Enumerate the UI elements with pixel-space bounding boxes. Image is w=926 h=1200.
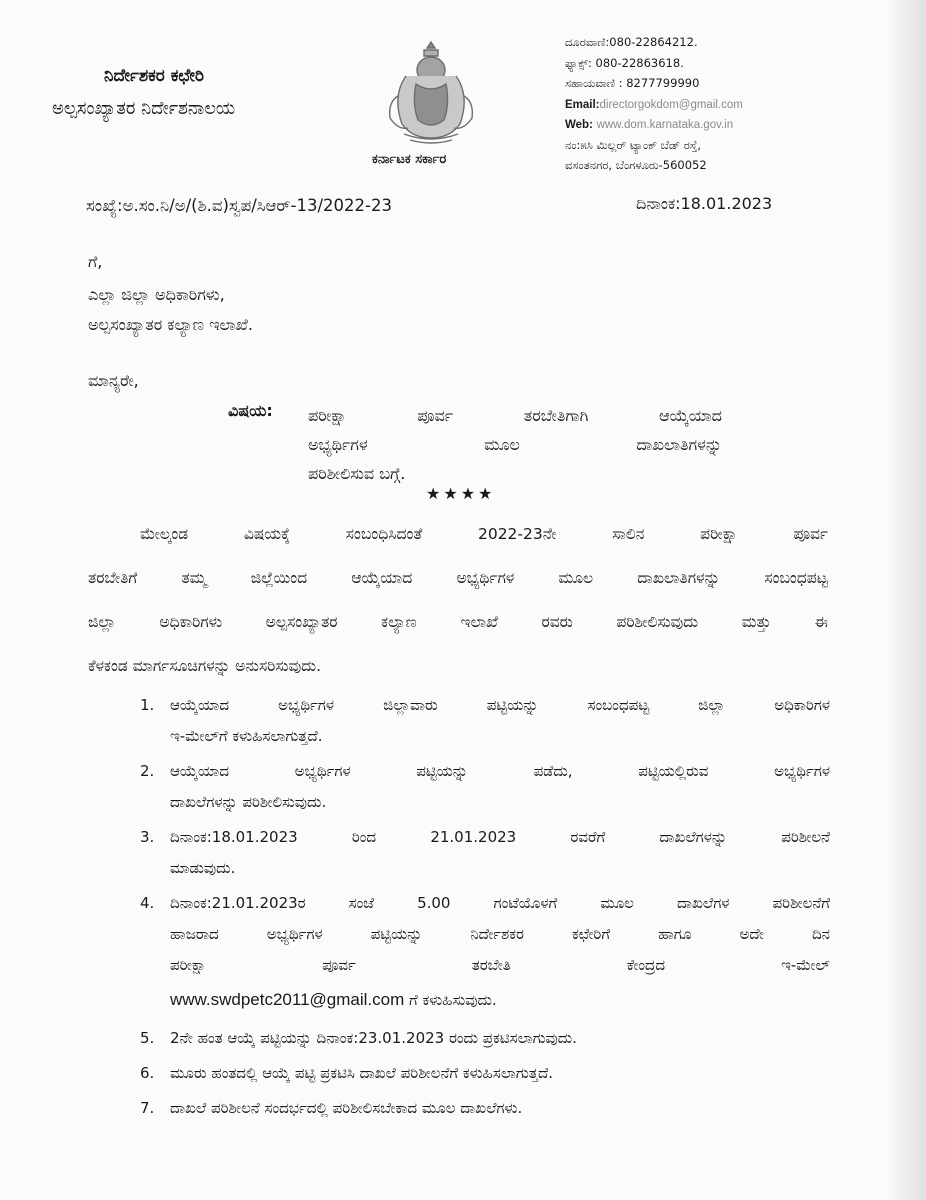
fax-line: ಫ್ಯಾಕ್ಸ್: 080-22863618. [565,55,684,70]
helpline-line: ಸಹಾಯವಾಣಿ : 8277799990 [565,76,700,90]
item-line: ಆಯ್ಕೆಯಾದ ಅಭ್ಯರ್ಥಿಗಳ ಜಿಲ್ಲಾವಾರು ಪಟ್ಟಿಯನ್ನು ಸಂಬಂಧಪಟ್ಟ ಜಿಲ್ಲಾ ಅಧಿಕಾರಿಗಳ [170,696,830,714]
item-number: 5. [140,1029,155,1047]
subject-word: ಆಯ್ಕೆಯಾದ [659,406,722,425]
item-number: 3. [140,828,155,846]
letter-date: ದಿನಾಂಕ:18.01.2023 [636,194,773,213]
email-value: directorgokdom@gmail.com [599,98,743,111]
subject-word: ದಾಖಲಾತಿಗಳನ್ನು [636,435,722,454]
email-line [565,94,743,115]
item-line: 2ನೇ ಹಂತ ಆಯ್ಕೆ ಪಟ್ಟಿಯನ್ನು ದಿನಾಂಕ:23.01.2023 ರಂದು ಪ್ರಕಟಿಸಲಾಗುವುದು. [170,1029,577,1047]
list-item [140,1058,830,1089]
body-paragraph [88,512,828,688]
recipient-line-2: ಅಲ್ಪಸಂಖ್ಯಾತರ ಕಲ್ಯಾಣ ಇಲಾಖೆ. [88,315,253,334]
item-line: ದಿನಾಂಕ:21.01.2023ರ ಸಂಜೆ 5.00 ಗಂಟೆಯೊಳಗೆ ಮೂಲ ದಾಖಲೆಗಳ ಪರಿಶೀಲನೆಗೆ [170,894,830,912]
body-line: ತರಬೇತಿಗೆ ತಮ್ಮ ಜಿಲ್ಲೆಯಿಂದ ಆಯ್ಕೆಯಾದ ಅಭ್ಯರ್ಥಿಗಳ ಮೂಲ ದಾಖಲಾತಿಗಳನ್ನು ಸಂಬಂಧಪಟ್ಟ [88,569,828,587]
email-label: Email: [565,98,600,111]
government-label: ಕರ್ನಾಟಕ ಸರ್ಕಾರ [372,152,447,167]
address-line-1: ನಂ:೫ಸಿ ಮಿಲ್ಲರ್ ಟ್ಯಾಂಕ್ ಬೆಡ್ ರಸ್ತೆ, [565,137,701,152]
item-line: ಆಯ್ಕೆಯಾದ ಅಭ್ಯರ್ಥಿಗಳ ಪಟ್ಟಿಯನ್ನು ಪಡೆದು, ಪಟ್ಟಿಯಲ್ಲಿರುವ ಅಭ್ಯರ್ಥಿಗಳ [170,762,830,780]
subject-word: ಮೂಲ [484,435,520,454]
list-item [140,1093,830,1124]
salutation: ಮಾನ್ಯರೇ, [88,371,139,390]
web-value: www.dom.karnataka.gov.in [596,119,734,131]
item-number: 2. [140,762,155,780]
item-number: 7. [140,1099,155,1117]
subject-word: ಪರಿಶೀಲಿಸುವ ಬಗ್ಗೆ. [308,464,406,483]
body-line: ಜಿಲ್ಲಾ ಅಧಿಕಾರಿಗಳು ಅಲ್ಪಸಂಖ್ಯಾತರ ಕಲ್ಯಾಣ ಇಲಾಖೆ ರವರು ಪರಿಶೀಲಿಸುವುದು ಮತ್ತು ಈ [88,613,828,631]
item-line-suffix: ಗೆ ಕಳುಹಿಸುವುದು. [404,991,497,1009]
item-line: ಪರೀಕ್ಷಾ ಪೂರ್ವ ತರಬೇತಿ ಕೇಂದ್ರದ ಇ-ಮೇಲ್ [170,956,830,974]
list-item [140,1023,830,1054]
web-label: Web: [565,119,593,131]
address-line-2: ವಸಂತನಗರ, ಬೆಂಗಳೂರು-560052 [565,158,707,172]
item-number: 6. [140,1064,155,1082]
subject-word: ಪೂರ್ವ [417,406,454,425]
department-name: ಅಲ್ಪಸಂಖ್ಯಾತರ ನಿರ್ದೇಶನಾಲಯ [52,98,236,119]
recipient-line-1: ಎಲ್ಲಾ ಜಿಲ್ಲಾ ಅಧಿಕಾರಿಗಳು, [88,285,225,304]
instruction-list [140,690,830,1128]
item-line: ದಿನಾಂಕ:18.01.2023 ರಿಂದ 21.01.2023 ರವರೆಗೆ ದಾಖಲೆಗಳನ್ನು ಪರಿಶೀಲನೆ [170,828,830,846]
recipient-to: ಗೆ, [88,252,103,271]
list-item [140,690,830,752]
body-line: ಕೆಳಕಂಡ ಮಾರ್ಗಸೂಚಿಗಳನ್ನು ಅನುಸರಿಸುವುದು. [88,657,322,675]
training-center-email[interactable]: www.swdpetc2011@gmail.com [170,990,405,1009]
subject-text [308,401,722,488]
item-line: ದಾಖಲೆ ಪರಿಶೀಲನೆ ಸಂದರ್ಭದಲ್ಲಿ ಪರಿಶೀಲಿಸಬೇಕಾದ ಮೂಲ ದಾಖಲೆಗಳು. [170,1099,523,1117]
subject-label: ವಿಷಯ: [228,401,273,420]
state-emblem-icon [376,36,486,148]
web-line [565,114,743,135]
item-line: ಮೂರು ಹಂತದಲ್ಲಿ ಆಯ್ಕೆ ಪಟ್ಟಿ ಪ್ರಕಟಿಸಿ ದಾಖಲೆ ಪರಿಶೀಲನೆಗೆ ಕಳುಹಿಸಲಾಗುತ್ತದೆ. [170,1064,553,1082]
list-item [140,756,830,818]
item-number: 1. [140,696,155,714]
page-edge-shadow [886,0,926,1200]
item-line: ಇ-ಮೇಲ್‌ಗೆ ಕಳುಹಿಸಲಾಗುತ್ತದೆ. [170,727,323,745]
subject-word: ಅಭ್ಯರ್ಥಿಗಳ [308,435,368,454]
list-item [140,888,830,1019]
subject-word: ತರಬೇತಿಗಾಗಿ [523,406,589,425]
subject-line-1 [308,401,722,430]
office-name: ನಿರ್ದೇಶಕರ ಕಛೇರಿ [104,66,204,86]
subject-line-3 [308,459,722,488]
item-line: ಹಾಜರಾದ ಅಭ್ಯರ್ಥಿಗಳ ಪಟ್ಟಿಯನ್ನು ನಿರ್ದೇಶಕರ ಕಛೇರಿಗೆ ಹಾಗೂ ಅದೇ ದಿನ [170,925,830,943]
list-item [140,822,830,884]
subject-word: ಪರೀಕ್ಷಾ [308,406,347,425]
phone-line: ದೂರವಾಣಿ:080-22864212. [565,35,698,49]
item-line [170,981,830,1019]
reference-number: ಸಂಖ್ಯೆ:ಅ.ಸಂ.ನಿ/ಅ/(ಶಿ.ವ)ಸ್ವಪ/ಸಿಆರ್-13/2022-23 [86,196,392,215]
subject-line-2 [308,430,722,459]
item-line: ದಾಖಲೆಗಳನ್ನು ಪರಿಶೀಲಿಸುವುದು. [170,793,327,811]
contact-block [565,32,743,176]
item-number: 4. [140,894,155,912]
separator-stars: ★★★★ [426,484,496,503]
body-line: ಮೇಲ್ಕಂಡ ವಿಷಯಕ್ಕೆ ಸಂಬಂಧಿಸಿದಂತೆ 2022-23ನೇ ಸಾಲಿನ ಪರೀಕ್ಷಾ ಪೂರ್ವ [140,525,828,543]
item-line: ಮಾಡುವುದು. [170,859,236,877]
